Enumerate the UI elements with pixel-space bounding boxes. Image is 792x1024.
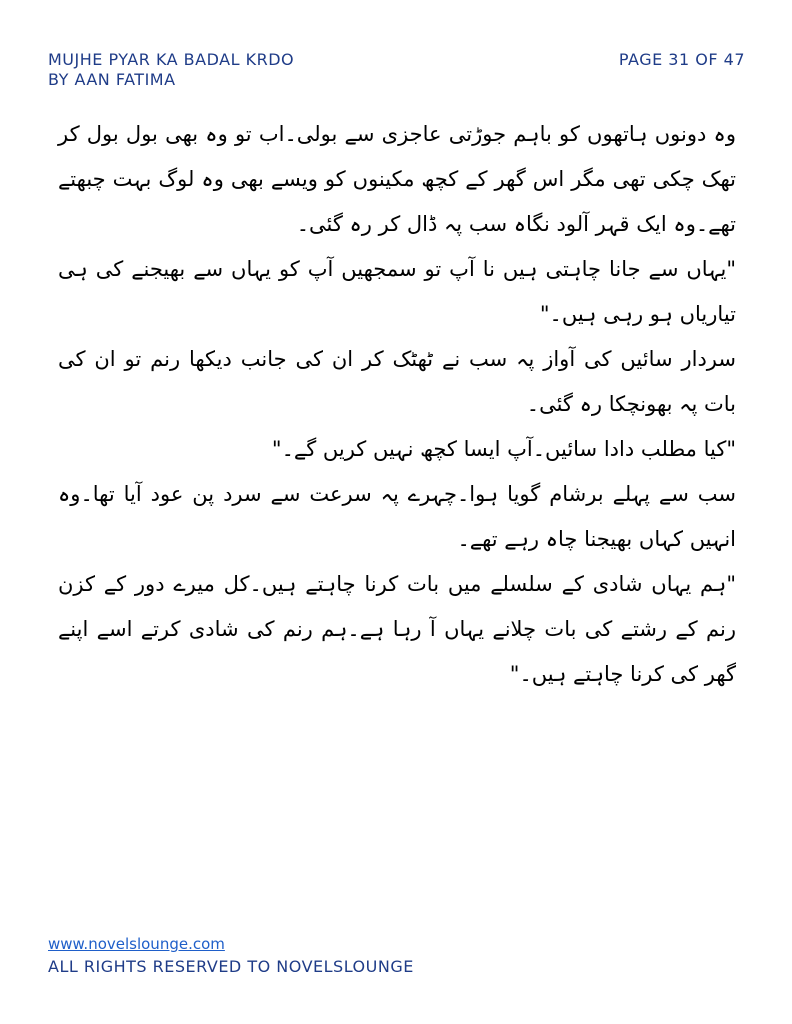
paragraph: سب سے پہلے برشام گویا ہوا۔چہرے پہ سرعت سے سرد پن عود آیا تھا۔وہ انہیں کہاں بھیجنا چاہ رہے تھے۔ xyxy=(58,482,736,551)
copyright-notice: ALL RIGHTS RESERVED TO NOVELSLOUNGE xyxy=(48,957,414,976)
paragraph: "یہاں سے جانا چاہتی ہیں نا آپ تو سمجھیں آپ کو یہاں سے بھیجنے کی ہی تیاریاں ہو رہی ہیں۔" xyxy=(58,257,736,326)
book-title: MUJHE PYAR KA BADAL KRDO xyxy=(48,50,295,69)
document-body xyxy=(58,112,736,697)
page-number: PAGE 31 OF 47 xyxy=(618,50,745,69)
paragraph: "ہم یہاں شادی کے سلسلے میں بات کرنا چاہتے ہیں۔کل میرے دور کے کزن رنم کے رشتے کی بات چلانے یہاں آ رہا ہے۔ہم رنم کی شادی کرتے اسے اپنے گھر کی کرنا چاہتے ہیں۔" xyxy=(58,572,736,686)
website-link[interactable]: www.novelslounge.com xyxy=(48,935,225,953)
header-title-block xyxy=(48,50,294,90)
paragraph: وہ دونوں ہاتھوں کو باہم جوڑتی عاجزی سے بولی۔اب تو وہ بھی بول بول کر تھک چکی تھی مگر اس گھر کے کچھ مکینوں کو ویسے بھی وہ لوگ بہت چبھتے تھے۔وہ ایک قہر آلود نگاہ سب پہ ڈال کر رہ گئی۔ xyxy=(58,122,736,236)
paragraph: "کیا مطلب دادا سائیں۔آپ ایسا کچھ نہیں کریں گے۔" xyxy=(271,437,736,461)
book-author: BY AAN FATIMA xyxy=(48,70,176,89)
paragraph: سردار سائیں کی آواز پہ سب نے ٹھٹک کر ان کی جانب دیکھا رنم تو ان کی بات پہ بھونچکا رہ گئی۔ xyxy=(58,347,736,416)
